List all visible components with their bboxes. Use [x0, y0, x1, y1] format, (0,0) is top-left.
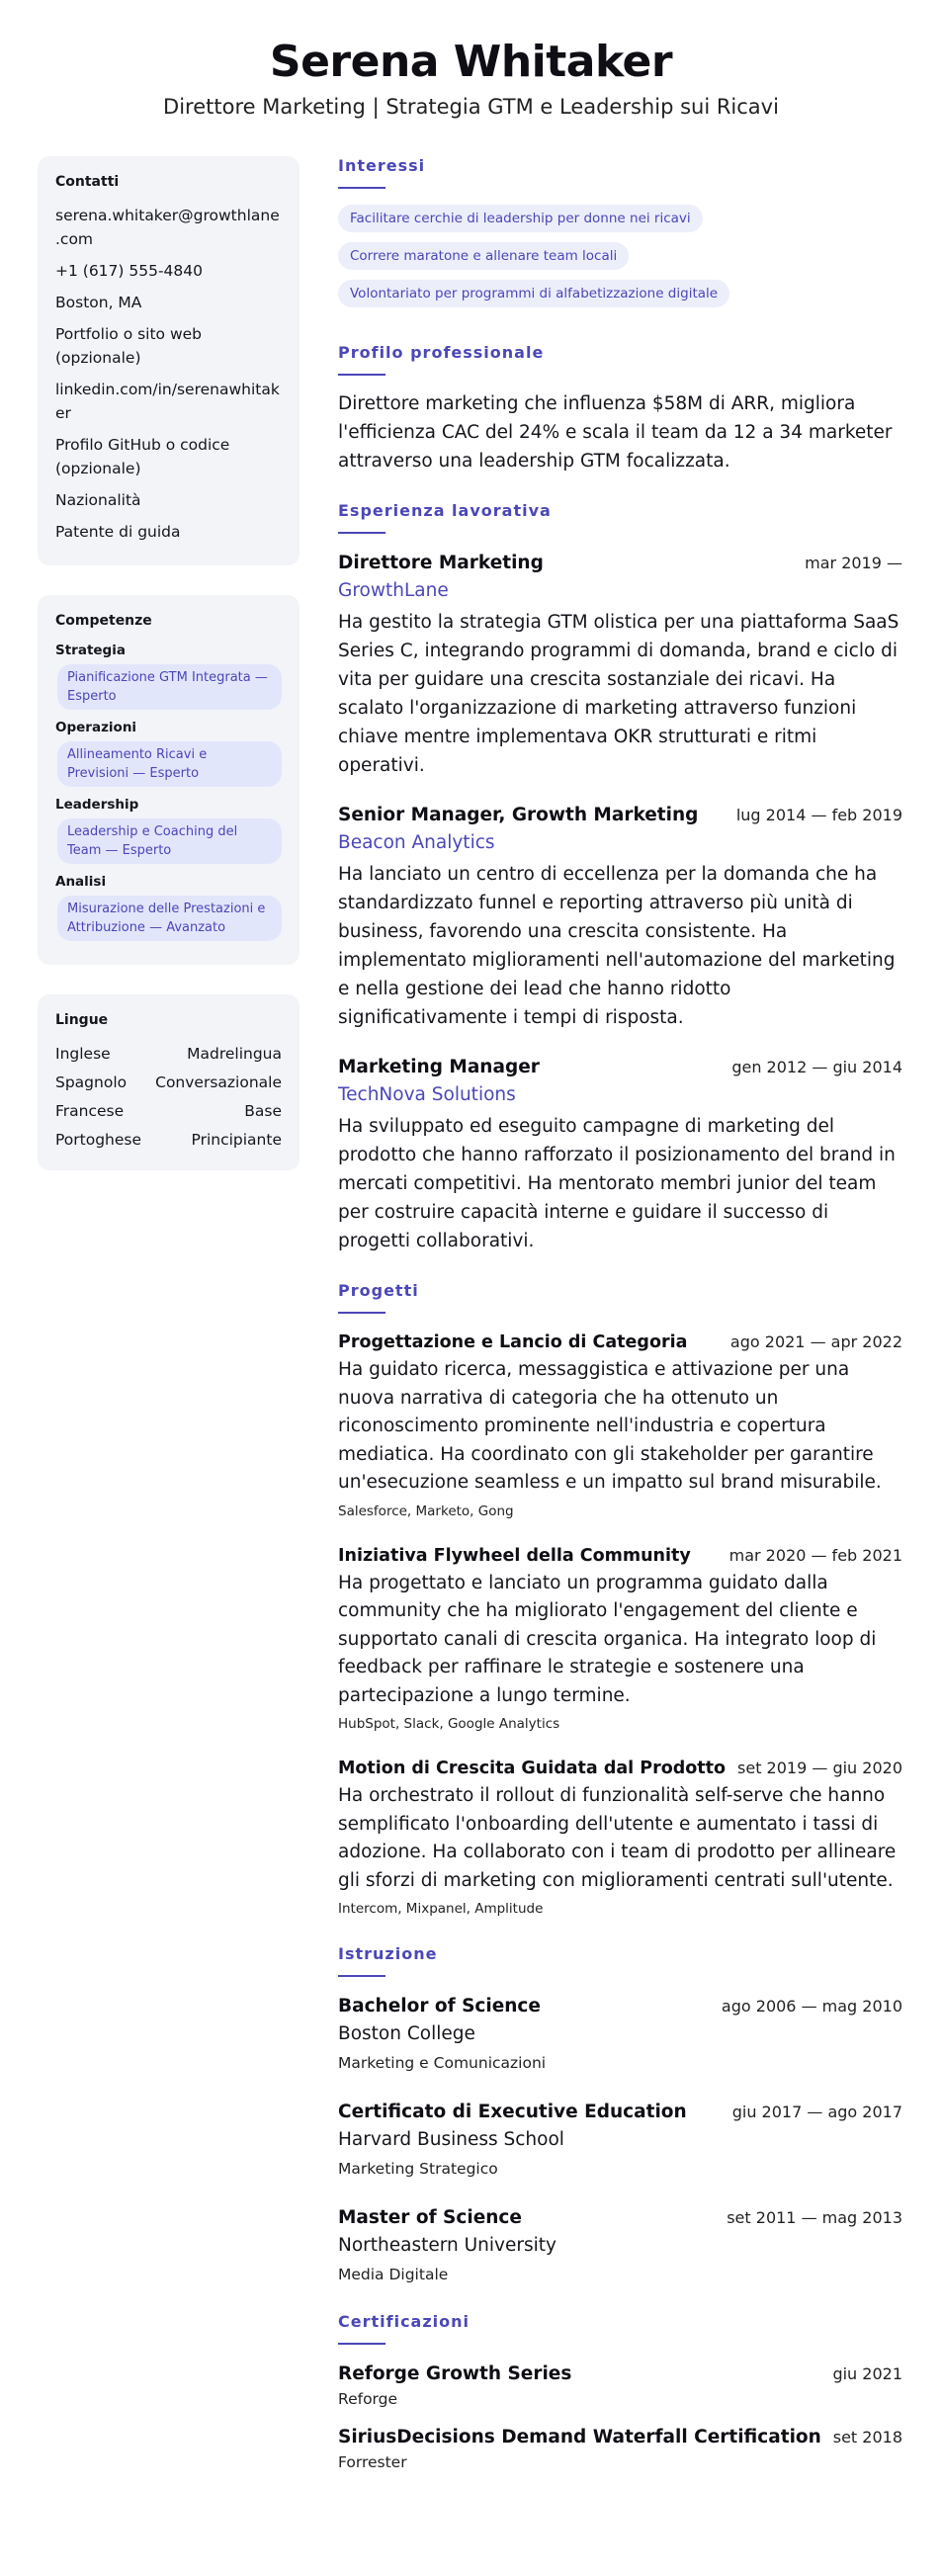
language-row — [55, 1042, 282, 1066]
study-field: Marketing Strategico — [338, 2160, 498, 2178]
study-field: Media Digitale — [338, 2266, 449, 2283]
project-entry — [338, 1330, 902, 1521]
certification-entry — [338, 2424, 902, 2473]
contact-linkedin[interactable]: linkedin.com/in/serenawhitaker — [55, 381, 280, 422]
degree-title: Certificato di Executive Education — [338, 2102, 687, 2122]
degree-title: Master of Science — [338, 2207, 522, 2228]
skill-label: Operazioni — [55, 720, 137, 735]
project-dates: mar 2020 — feb 2021 — [728, 1545, 902, 1565]
project-title: Motion di Crescita Guidata dal Prodotto — [338, 1759, 727, 1778]
job-title: Marketing Manager — [338, 1057, 540, 1077]
interests-section — [338, 156, 902, 317]
study-field: Marketing e Comunicazioni — [338, 2054, 547, 2072]
interest-pill: Correre maratone e allenare team locali — [338, 242, 629, 270]
project-entry — [338, 1756, 902, 1919]
language-level: Principiante — [191, 1131, 282, 1149]
section-title: Profilo professionale — [338, 343, 545, 362]
school-name: Boston College — [338, 2023, 475, 2044]
main-content — [338, 156, 902, 2499]
project-description: Ha orchestrato il rollout di funzionalità self-serve che hanno semplificato l'onboarding dell'utente e aumentato i tassi di adozione. Ha collaborato con i team di prodotto per allineare gli sforzi di marketing con miglioramenti centrati sull'utente. — [338, 1785, 897, 1891]
skill-pill: Allineamento Ricavi e Previsioni — Esperto — [57, 741, 282, 787]
language-row — [55, 1128, 282, 1152]
skill-label: Leadership — [55, 797, 139, 813]
section-title: Esperienza lavorativa — [338, 501, 552, 520]
company-name: TechNova Solutions — [338, 1084, 516, 1105]
project-tech: Salesforce, Marketo, Gong — [338, 1503, 514, 1519]
degree-title: Bachelor of Science — [338, 1996, 541, 2017]
contact-portfolio[interactable]: Portfolio o sito web (opzionale) — [55, 325, 203, 367]
section-title: Istruzione — [338, 1944, 438, 1963]
certifications-section — [338, 2312, 902, 2473]
experience-section — [338, 501, 902, 1255]
contacts-card — [38, 156, 300, 565]
skill-label: Analisi — [55, 874, 107, 890]
section-title: Certificazioni — [338, 2312, 471, 2331]
resume-header — [0, 36, 942, 121]
skill-pill: Leadership e Coaching del Team — Esperto — [57, 818, 282, 864]
job-description: Ha lanciato un centro di eccellenza per la domanda che ha standardizzato funnel e reporting attraverso più unità di business, favorendo una crescita consistente. Ha implementato miglioramenti nell'automazione del marketing e nella gestione dei lead che hanno ridotto significativamente i tempi di risposta. — [338, 864, 896, 1028]
contact-nationality: Nazionalità — [55, 491, 141, 509]
profile-summary: Direttore marketing che influenza $58M di ARR, migliora l'efficienza CAC del 24% e scala il team da 12 a 34 marketer attraverso una leadership GTM focalizzata. — [338, 393, 893, 472]
skill-group — [55, 874, 282, 941]
interest-pill: Facilitare cerchie di leadership per donne nei ricavi — [338, 205, 703, 232]
project-title: Iniziativa Flywheel della Community — [338, 1545, 691, 1566]
education-dates: ago 2006 — mag 2010 — [721, 1997, 902, 2016]
job-title: Senior Manager, Growth Marketing — [338, 805, 699, 825]
skill-label: Strategia — [55, 643, 126, 658]
job-description: Ha gestito la strategia GTM olistica per una piattaforma SaaS Series C, integrando programmi di domanda, brand e ciclo di vita per guidare una crescita sostanziale dei ricavi. Ha scalato l'organizzazione di marketing attraverso funzioni chiave mentre implementava OKR strutturati e ritmi operativi. — [338, 612, 899, 776]
project-title: Progettazione e Lancio di Categoria — [338, 1332, 688, 1352]
language-name: Inglese — [55, 1045, 111, 1063]
school-name: Harvard Business School — [338, 2129, 564, 2150]
skill-pill: Pianificazione GTM Integrata — Esperto — [57, 664, 282, 710]
skills-card — [38, 595, 300, 965]
section-title: Progetti — [338, 1281, 419, 1300]
contact-license: Patente di guida — [55, 523, 181, 541]
experience-entry — [338, 802, 902, 1032]
experience-entry — [338, 550, 902, 780]
education-dates: set 2011 — mag 2013 — [727, 2208, 902, 2227]
school-name: Northeastern University — [338, 2235, 557, 2256]
job-description: Ha sviluppato ed eseguito campagne di marketing del prodotto che hanno rafforzato il posizionamento del brand in mercati competitivi. Ha mentorato membri junior del team per costruire capacità interne e guidare il successo di progetti collaborativi. — [338, 1116, 896, 1251]
certification-date: set 2018 — [832, 2428, 902, 2447]
company-name: Beacon Analytics — [338, 832, 495, 853]
job-dates: lug 2014 — feb 2019 — [735, 806, 902, 824]
language-row — [55, 1099, 282, 1123]
education-dates: giu 2017 — ago 2017 — [731, 2103, 902, 2121]
certification-issuer: Reforge — [338, 2390, 398, 2408]
contact-phone[interactable]: +1 (617) 555-4840 — [55, 262, 204, 280]
project-description: Ha progettato e lanciato un programma guidato dalla community che ha migliorato l'engagement del cliente e supportato canali di crescita organica. Ha integrato loop di feedback per raffinare le strategie e sostenere una partecipazione a lungo termine. — [338, 1572, 877, 1706]
skill-group — [55, 797, 282, 864]
projects-section — [338, 1281, 902, 1919]
section-divider — [338, 532, 385, 534]
language-level: Conversazionale — [155, 1073, 282, 1091]
project-dates: set 2019 — giu 2020 — [737, 1759, 902, 1777]
section-divider — [338, 187, 385, 189]
section-divider — [338, 1975, 385, 1977]
project-description: Ha guidato ricerca, messaggistica e attivazione per una nuova narrativa di categoria che ha ottenuto un riconoscimento prominente nell'industria e copertura mediatica. Ha coordinato con gli stakeholder per garantire un'esecuzione seamless e un impatto sul brand misurabile. — [338, 1359, 882, 1493]
section-divider — [338, 2343, 385, 2345]
sidebar — [38, 156, 300, 1200]
certification-name: Reforge Growth Series — [338, 2363, 572, 2384]
skill-group — [55, 643, 282, 710]
language-row — [55, 1071, 282, 1094]
contact-location: Boston, MA — [55, 294, 142, 311]
job-dates: mar 2019 — — [805, 554, 902, 572]
project-tech: HubSpot, Slack, Google Analytics — [338, 1716, 560, 1732]
skill-group — [55, 720, 282, 787]
certification-issuer: Forrester — [338, 2453, 407, 2471]
project-dates: ago 2021 — apr 2022 — [729, 1332, 902, 1351]
education-section — [338, 1944, 902, 2286]
language-level: Madrelingua — [187, 1045, 282, 1063]
languages-card — [38, 994, 300, 1170]
certification-name: SiriusDecisions Demand Waterfall Certification — [338, 2427, 821, 2447]
language-name: Francese — [55, 1102, 125, 1120]
section-divider — [338, 1312, 385, 1314]
skills-title: Competenze — [55, 613, 152, 629]
project-entry — [338, 1543, 902, 1735]
candidate-headline: Direttore Marketing | Strategia GTM e Leadership sui Ricavi — [163, 95, 779, 119]
company-name: GrowthLane — [338, 580, 449, 601]
education-entry — [338, 1993, 902, 2075]
interest-pill: Volontariato per programmi di alfabetizzazione digitale — [338, 280, 729, 307]
language-name: Portoghese — [55, 1131, 142, 1149]
language-level: Base — [244, 1102, 282, 1120]
language-name: Spagnolo — [55, 1073, 128, 1091]
skill-pill: Misurazione delle Prestazioni e Attribuzione — Avanzato — [57, 896, 282, 941]
section-title: Interessi — [338, 156, 426, 175]
project-tech: Intercom, Mixpanel, Amplitude — [338, 1901, 544, 1917]
candidate-name: Serena Whitaker — [269, 37, 673, 87]
certification-entry — [338, 2361, 902, 2410]
contacts-title: Contatti — [55, 174, 120, 190]
contact-email[interactable]: serena.whitaker@growthlane.com — [55, 207, 280, 248]
profile-section — [338, 343, 902, 475]
job-dates: gen 2012 — giu 2014 — [731, 1058, 902, 1076]
languages-title: Lingue — [55, 1012, 109, 1028]
certification-date: giu 2021 — [832, 2364, 902, 2383]
education-entry — [338, 2204, 902, 2286]
experience-entry — [338, 1054, 902, 1255]
job-title: Direttore Marketing — [338, 553, 544, 573]
education-entry — [338, 2099, 902, 2181]
contact-github[interactable]: Profilo GitHub o codice (opzionale) — [55, 436, 230, 477]
section-divider — [338, 374, 385, 376]
